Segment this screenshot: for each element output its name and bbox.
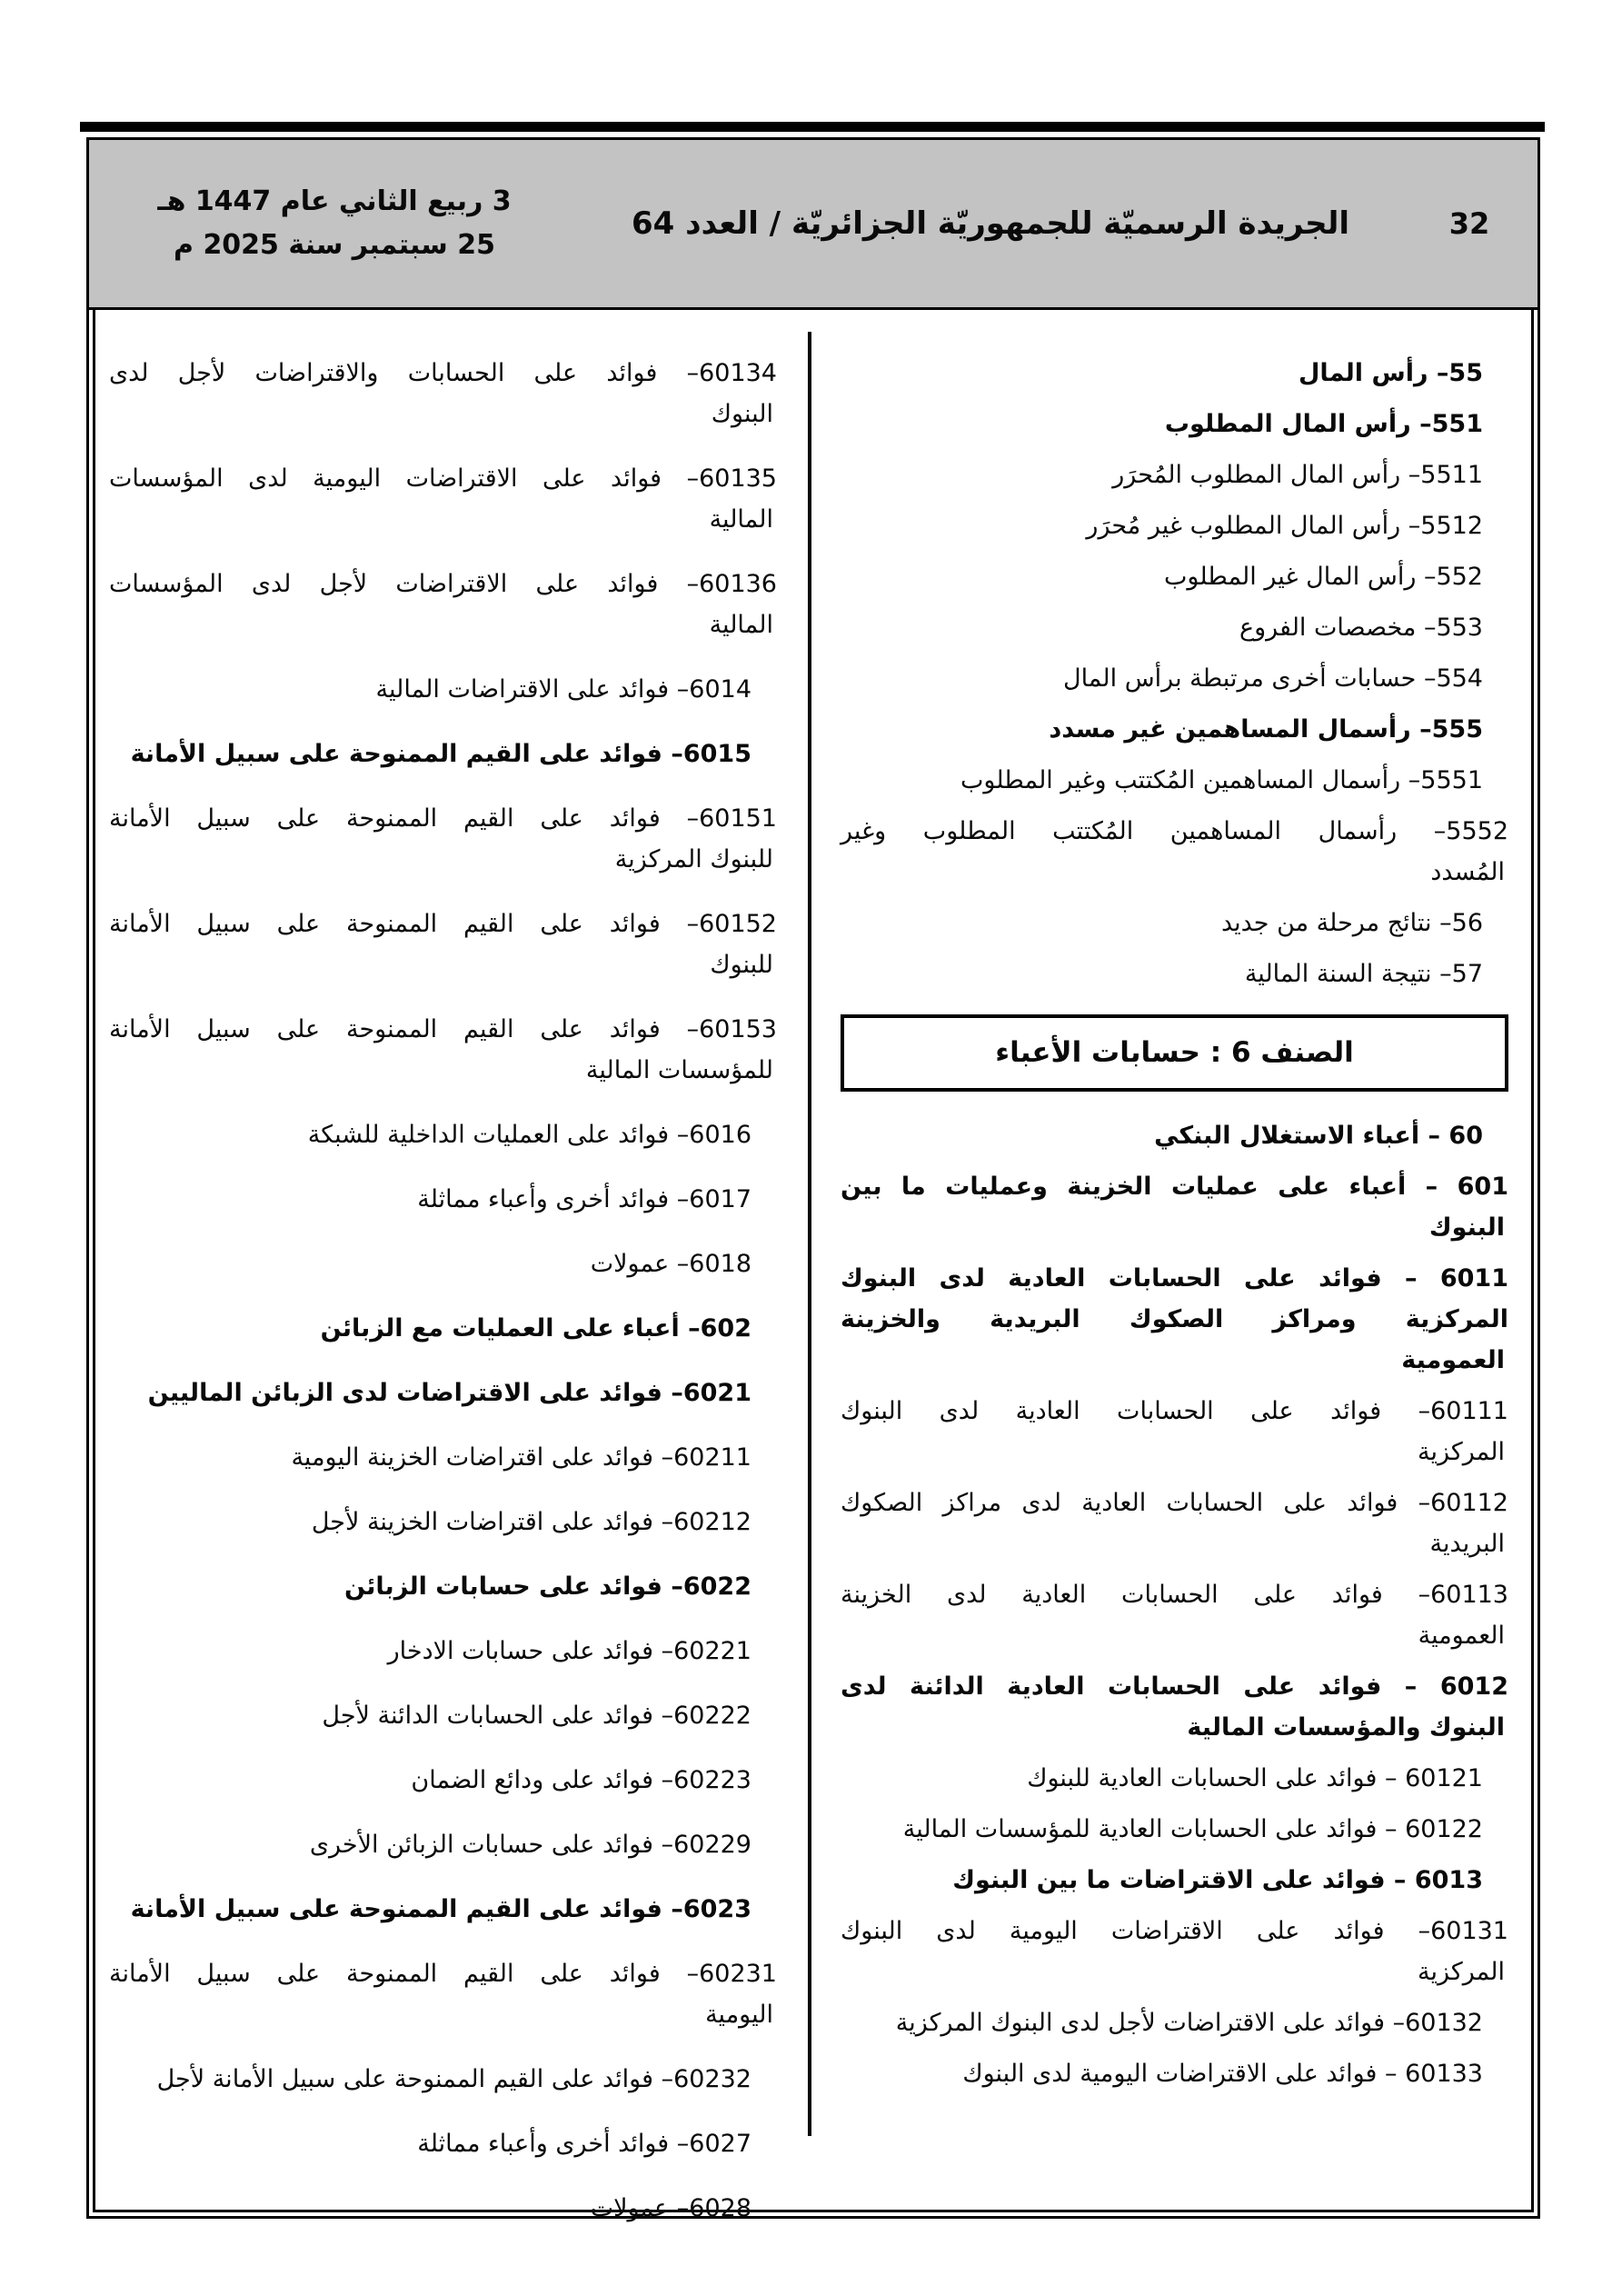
account-entry-6021 — [109, 1373, 777, 1413]
account-entry-60111 — [841, 1391, 1508, 1472]
masthead — [86, 137, 1540, 310]
entry-line: 60136– فوائد على الاقتراضات لأجل لدى المؤسسات — [109, 570, 777, 598]
entry-line: 60121 – فوائد على الحسابات العادية للبنوك — [1027, 1764, 1483, 1792]
entry-line: 60151– فوائد على القيم الممنوحة على سبيل الأمانة — [109, 804, 777, 833]
entry-line: 6015– فوائد على القيم الممنوحة على سبيل الأمانة — [130, 740, 751, 768]
account-entry-6027 — [109, 2123, 777, 2164]
entry-line: 6028– عمولات — [590, 2194, 751, 2222]
entry-line: 60229– فوائد على حسابات الزبائن الأخرى — [309, 1831, 751, 1859]
account-entry-552 — [841, 556, 1508, 597]
entry-line: 60152– فوائد على القيم الممنوحة على سبيل الأمانة — [109, 910, 777, 938]
entry-line: للبنوك — [710, 951, 773, 979]
column-left — [109, 353, 777, 2252]
entry-line: 6012 – فوائد على الحسابات العادية الدائنة لدى — [841, 1672, 1508, 1701]
entry-line: 602– أعباء على العمليات مع الزبائن — [320, 1314, 751, 1343]
account-entry-5512 — [841, 505, 1508, 546]
entry-line: 60113– فوائد على الحسابات العادية لدى الخزينة — [841, 1581, 1508, 1609]
account-entry-60212 — [109, 1502, 777, 1542]
top-rule-bar — [80, 122, 1545, 132]
account-entry-602 — [109, 1308, 777, 1349]
entry-line: 554– حسابات أخرى مرتبطة برأس المال — [1062, 664, 1483, 693]
entry-line: 6018– عمولات — [590, 1250, 751, 1278]
account-entry-60211 — [109, 1437, 777, 1478]
account-entry-60113 — [841, 1574, 1508, 1656]
entry-line: 60232– فوائد على القيم الممنوحة على سبيل الأمانة لأجل — [156, 2065, 751, 2093]
column-right — [841, 353, 1508, 2104]
entry-line: المركزية — [1418, 1958, 1505, 1986]
entry-line: 60131– فوائد على الاقتراضات اليومية لدى البنوك — [841, 1917, 1508, 1945]
entry-line: 551– رأس المال المطلوب — [1164, 410, 1483, 438]
account-entry-60232 — [109, 2059, 777, 2100]
account-entry-60134 — [109, 353, 777, 434]
account-entry-6018 — [109, 1243, 777, 1284]
entry-line: 553– مخصصات الفروع — [1239, 614, 1483, 642]
account-entry-60229 — [109, 1824, 777, 1865]
account-entry-6013 — [841, 1860, 1508, 1901]
account-entry-6016 — [109, 1114, 777, 1155]
account-entry-60222 — [109, 1695, 777, 1736]
entry-line: 60231– فوائد على القيم الممنوحة على سبيل الأمانة — [109, 1960, 777, 1988]
entry-line: 60211– فوائد على اقتراضات الخزينة اليومية — [291, 1443, 751, 1472]
entry-line: 60112– فوائد على الحسابات العادية لدى مراكز الصكوك — [841, 1489, 1508, 1517]
account-entry-55 — [841, 353, 1508, 394]
entry-line: العمومية — [1418, 1622, 1505, 1650]
account-entry-60131 — [841, 1911, 1508, 1992]
account-entry-60 — [841, 1115, 1508, 1156]
account-entry-6012 — [841, 1666, 1508, 1748]
entry-line: 60 – أعباء الاستغلال البنكي — [1154, 1122, 1483, 1150]
entry-line: 5512– رأس المال المطلوب غير مُحرَر — [1086, 512, 1483, 540]
entry-line: 552– رأس المال غير المطلوب — [1163, 563, 1483, 591]
entry-line: 5511– رأس المال المطلوب المُحرَر — [1112, 461, 1483, 489]
entry-line: 6021– فوائد على الاقتراضات لدى الزبائن الماليين — [147, 1379, 751, 1407]
account-entry-555 — [841, 709, 1508, 750]
entry-line: 55– رأس المال — [1299, 359, 1483, 387]
entry-line: 60133 – فوائد على الاقتراضات اليومية لدى البنوك — [962, 2060, 1483, 2088]
entry-line: 6011 – فوائد على الحسابات العادية لدى البنوك — [841, 1264, 1508, 1293]
account-entry-554 — [841, 658, 1508, 699]
entry-line: 60134– فوائد على الحسابات والاقتراضات لأجل لدى — [109, 359, 777, 387]
entry-line: البنوك والمؤسسات المالية — [1187, 1713, 1505, 1742]
account-entry-60132 — [841, 2002, 1508, 2043]
account-entry-6011 — [841, 1258, 1508, 1381]
entry-line: 60122 – فوائد على الحسابات العادية للمؤسسات المالية — [902, 1815, 1483, 1843]
account-entry-5552 — [841, 811, 1508, 893]
account-entry-60112 — [841, 1482, 1508, 1564]
entry-line: 60212– فوائد على اقتراضات الخزينة لأجل — [311, 1508, 751, 1536]
entry-line: 60223– فوائد على ودائع الضمان — [411, 1766, 751, 1794]
account-entry-6022 — [109, 1566, 777, 1607]
entry-line: 60135– فوائد على الاقتراضات اليومية لدى المؤسسات — [109, 464, 777, 493]
gazette-title: الجريدة الرسميّة للجمهوريّة الجزائريّة / العدد 64 — [631, 205, 1349, 242]
entry-line: 60111– فوائد على الحسابات العادية لدى البنوك — [841, 1397, 1508, 1425]
account-entry-60223 — [109, 1760, 777, 1801]
entry-line: 6013 – فوائد على الاقتراضات ما بين البنوك — [952, 1866, 1483, 1894]
entry-line: للبنوك المركزية — [614, 845, 773, 873]
entry-line: 6016– فوائد على العمليات الداخلية للشبكة — [307, 1121, 751, 1149]
column-separator — [808, 332, 811, 2136]
entry-line: 60153– فوائد على القيم الممنوحة على سبيل الأمانة — [109, 1015, 777, 1043]
account-entry-601 — [841, 1166, 1508, 1248]
account-entry-57 — [841, 953, 1508, 994]
entry-line: اليومية — [705, 2001, 773, 2029]
section-box-label: الصنف 6 : حسابات الأعباء — [995, 1036, 1354, 1069]
entry-line: 6027– فوائد أخرى وأعباء مماثلة — [417, 2130, 751, 2158]
entry-line: 6014– فوائد على الاقتراضات المالية — [375, 675, 751, 704]
entry-line: 5552– رأسمال المساهمين المُكتتب المطلوب وغير — [841, 817, 1508, 845]
entry-line: المُسدد — [1430, 858, 1505, 886]
entry-line: 601 – أعباء على عمليات الخزينة وعمليات ما بين — [841, 1173, 1508, 1201]
entry-line: 60221– فوائد على حسابات الادخار — [387, 1637, 751, 1665]
gregorian-date: 25 سبتمبر سنة 2025 م — [174, 229, 495, 261]
account-entry-60121 — [841, 1758, 1508, 1799]
entry-line: العمومية — [1401, 1346, 1505, 1374]
entry-line: 6023– فوائد على القيم الممنوحة على سبيل الأمانة — [130, 1895, 751, 1923]
account-entry-56 — [841, 903, 1508, 943]
entry-line: البنوك — [1428, 1213, 1505, 1242]
account-entry-60231 — [109, 1953, 777, 2035]
entry-line: المالية — [709, 611, 773, 639]
hijri-date: 3 ربيع الثاني عام 1447 هـ — [157, 185, 512, 217]
entry-line: للمؤسسات المالية — [585, 1056, 773, 1084]
account-entry-5551 — [841, 760, 1508, 801]
account-entry-60133 — [841, 2053, 1508, 2094]
account-entry-60136 — [109, 564, 777, 645]
section-class-box — [841, 1014, 1508, 1092]
account-entry-6028 — [109, 2188, 777, 2229]
entry-line: 56– نتائج مرحلة من جديد — [1220, 909, 1483, 937]
entry-line: المركزية — [1418, 1438, 1505, 1466]
account-entry-60221 — [109, 1631, 777, 1672]
account-entry-60135 — [109, 458, 777, 540]
date-block — [89, 180, 580, 267]
account-entry-553 — [841, 607, 1508, 648]
account-entry-551 — [841, 404, 1508, 444]
entry-line: 555– رأسمال المساهمين غير مسدد — [1049, 715, 1483, 744]
entry-line: 6017– فوائد أخرى وأعباء مماثلة — [417, 1185, 751, 1213]
entry-line: 5551– رأسمال المساهمين المُكتتب وغير المطلوب — [960, 766, 1483, 794]
account-entry-6014 — [109, 669, 777, 710]
entry-line: المالية — [709, 505, 773, 534]
entry-line: 60222– فوائد على الحسابات الدائنة لأجل — [322, 1702, 751, 1730]
page-number: 32 — [1448, 206, 1490, 241]
entry-line: البريدية — [1429, 1530, 1505, 1558]
account-entry-60152 — [109, 903, 777, 985]
account-entry-5511 — [841, 454, 1508, 495]
account-entry-60153 — [109, 1009, 777, 1091]
account-entry-60122 — [841, 1809, 1508, 1850]
entry-line: البنوك — [711, 400, 773, 428]
entry-line: المركزية ومراكز الصكوك البريدية والخزينة — [841, 1305, 1508, 1333]
account-entry-60151 — [109, 798, 777, 880]
account-entry-6017 — [109, 1179, 777, 1220]
account-entry-6023 — [109, 1889, 777, 1930]
entry-line: 6022– فوائد على حسابات الزبائن — [343, 1572, 751, 1601]
account-entry-6015 — [109, 734, 777, 774]
entry-line: 60132– فوائد على الاقتراضات لأجل لدى البنوك المركزية — [895, 2009, 1483, 2037]
entry-line: 57– نتيجة السنة المالية — [1244, 960, 1483, 988]
